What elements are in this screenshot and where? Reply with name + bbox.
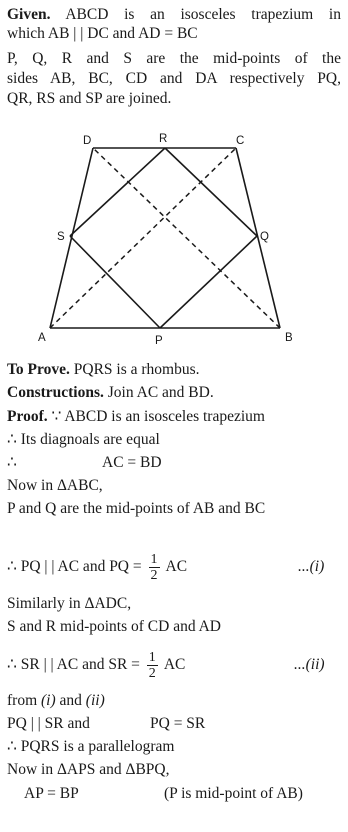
from-text: from [7, 692, 42, 709]
diagonal-bd [93, 148, 280, 328]
label-b: B [285, 332, 293, 344]
proof-line-8: S and R mid-points of CD and AD [7, 618, 221, 635]
pq-equals-sr: PQ = SR [150, 715, 206, 732]
ref-ii-text: ...(ii) [294, 656, 325, 673]
label-p: P [155, 335, 163, 347]
proof-line-3 [7, 454, 162, 472]
ref-ii-inline: (ii) [85, 692, 105, 709]
fraction-denominator: 2 [150, 567, 158, 583]
given-text: ABCD is an isosceles trapezium in [50, 6, 341, 23]
segment-rs [70, 148, 165, 236]
proof-line-4: Now in ΔABC, [7, 477, 103, 494]
pq-parallel-sr: PQ | | SR and [7, 715, 90, 732]
constructions-text: Join AC and BD. [103, 384, 214, 401]
label-s: S [57, 231, 65, 243]
fraction-half-2 [147, 650, 158, 681]
to-prove-label: To Prove. [7, 361, 70, 378]
given-line-3: P, Q, R and S are the mid-points of the [7, 50, 341, 67]
side-bc [236, 148, 280, 328]
given-line-4: sides AB, BC, CD and DA respectively PQ, [7, 70, 341, 87]
segment-sp [70, 236, 160, 328]
segment-qr [165, 148, 257, 236]
proof-line-13: Now in ΔAPS and ΔBPQ, [7, 761, 170, 778]
proof-line-11 [7, 715, 206, 733]
ac-equals-bd: AC = BD [102, 454, 162, 471]
label-c: C [236, 135, 245, 147]
proof-line-5: P and Q are the mid-points of AB and BC [7, 500, 266, 517]
proof-line-7: Similarly in ΔADC, [7, 595, 132, 612]
label-d: D [83, 135, 92, 147]
equation-ref-i [298, 558, 324, 576]
midpoint-reason: (P is mid-point of AB) [164, 785, 303, 802]
proof-line-2: ∴ Its diagnoals are equal [7, 431, 160, 448]
given-line-5: QR, RS and SP are joined. [7, 90, 172, 107]
given-label: Given. [7, 6, 51, 23]
fraction-half-1 [149, 552, 160, 583]
pq-parallel-text: ∴ PQ | | AC and PQ = [7, 558, 146, 575]
proof-label: Proof. [7, 408, 48, 425]
proof-line-6 [7, 550, 187, 584]
segment-pq [160, 236, 257, 328]
given-line-1 [7, 6, 341, 24]
fraction-denominator: 2 [148, 665, 156, 681]
proof-line-9 [7, 648, 185, 682]
ref-i-text: ...(i) [298, 558, 325, 575]
therefore-symbol: ∴ [7, 454, 17, 471]
to-prove-text: PQRS is a rhombus. [69, 361, 200, 378]
constructions-label: Constructions. [7, 384, 104, 401]
label-q: Q [260, 231, 269, 243]
equation-ref-ii [294, 656, 325, 674]
label-r: R [159, 133, 168, 145]
proof-text: ∵ ABCD is an isosceles trapezium [47, 408, 265, 425]
ap-equals-bp: AP = BP [24, 785, 79, 802]
constructions-line [7, 384, 214, 402]
proof-line-10 [7, 692, 105, 710]
sr-ac-text: AC [160, 656, 186, 673]
fraction-numerator: 1 [148, 649, 156, 665]
fraction-numerator: 1 [150, 551, 158, 567]
trapezium-figure [0, 118, 348, 358]
sr-parallel-text: ∴ SR | | AC and SR = [7, 656, 144, 673]
to-prove-line [7, 361, 200, 379]
ref-i-inline: (i) [41, 692, 56, 709]
label-a: A [38, 332, 46, 344]
and-text: and [55, 692, 86, 709]
proof-line-12: ∴ PQRS is a parallelogram [7, 738, 175, 755]
given-line-2: which AB | | DC and AD = BC [7, 25, 198, 42]
proof-line-1 [7, 408, 265, 426]
diagonal-ac [50, 148, 236, 328]
pq-ac-text: AC [162, 558, 188, 575]
